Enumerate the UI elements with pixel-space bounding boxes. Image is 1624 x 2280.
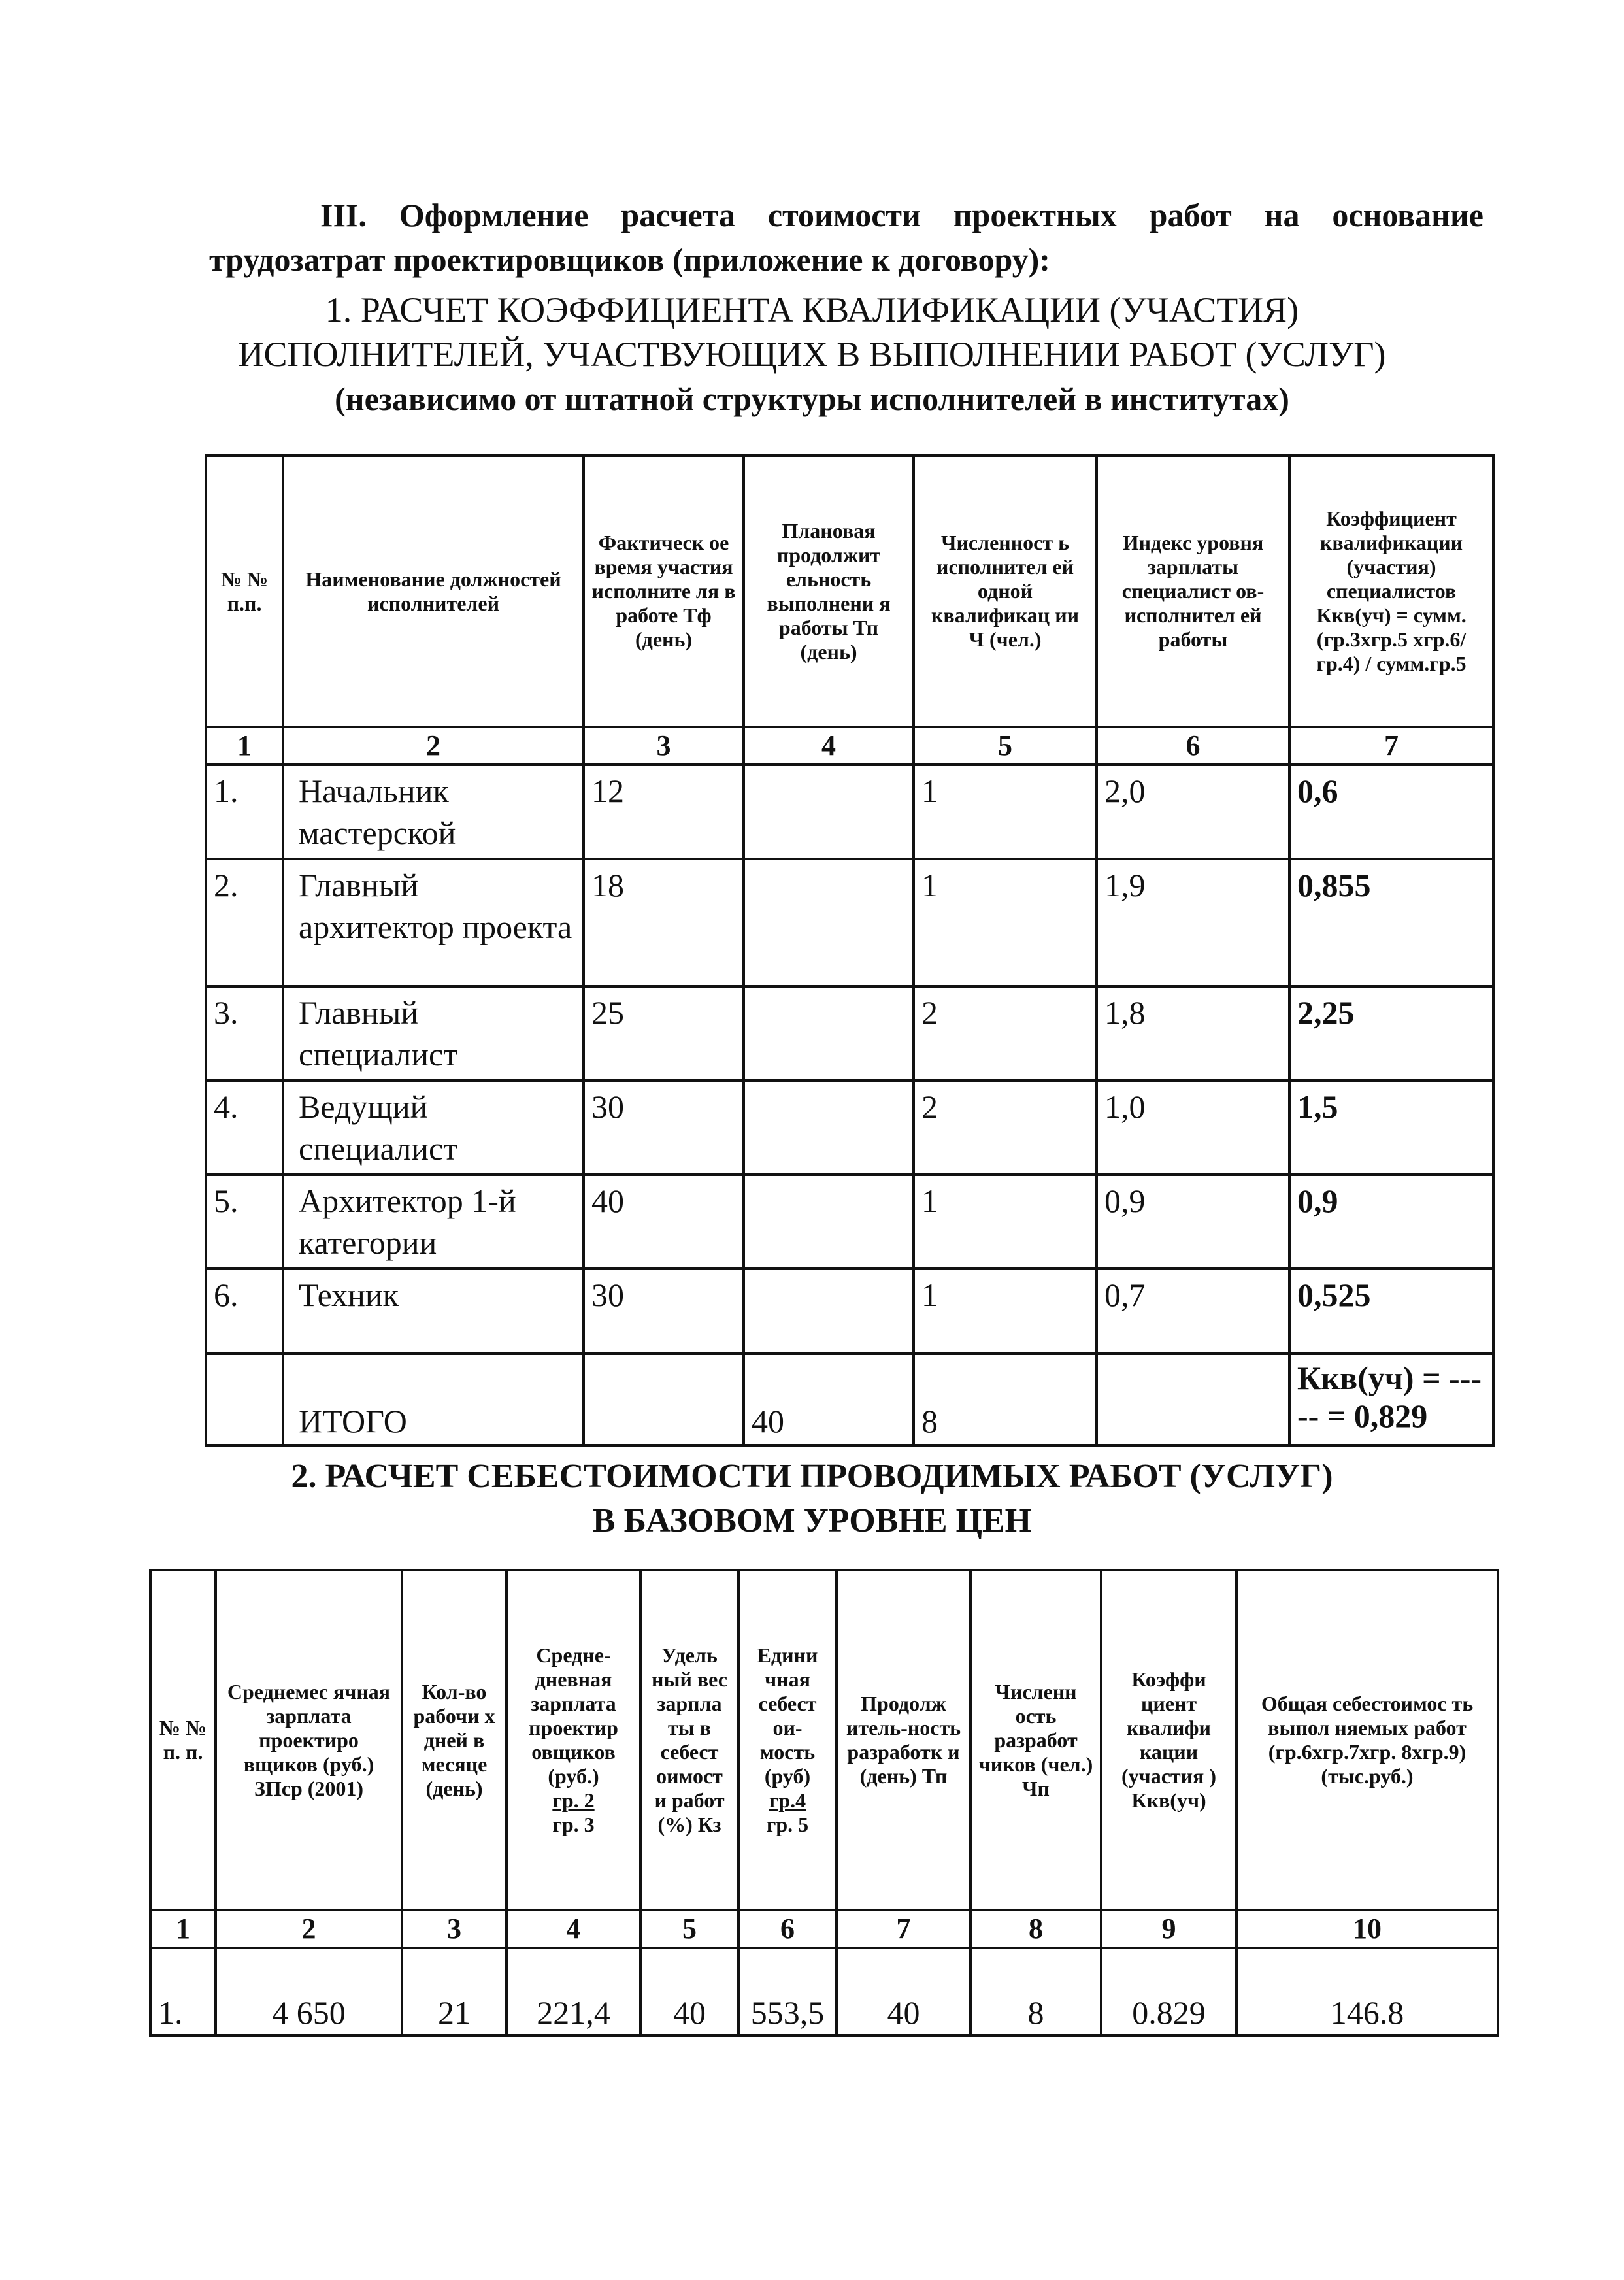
header-cell: Коэффи циент квалифи кации (участия ) Ккв(уч) <box>1101 1570 1236 1910</box>
intro-line-1: III. Оформление расчета стоимости проектных работ на основание <box>320 197 1483 233</box>
column-number: 10 <box>1236 1910 1498 1948</box>
column-number: 5 <box>914 727 1097 765</box>
row-number: 6. <box>206 1269 283 1354</box>
headcount: 1 <box>914 1175 1097 1269</box>
header-cell: Фактическ ое время участия исполните ля в работе Тф (день) <box>584 456 744 727</box>
header-cell <box>506 1570 640 1910</box>
header-cell: № № п.п. <box>206 456 283 727</box>
planned-days <box>744 986 914 1081</box>
column-number: 6 <box>1097 727 1289 765</box>
column-number: 7 <box>837 1910 970 1948</box>
table-row <box>206 859 1493 986</box>
table-row <box>206 765 1493 859</box>
table-header-row <box>150 1570 1498 1910</box>
header-cell: Наименование должностей исполнителей <box>283 456 584 727</box>
total-number-cell <box>206 1354 283 1445</box>
header-cell <box>738 1570 837 1910</box>
headcount: 2 <box>914 986 1097 1081</box>
position-name: Ведущий специалист <box>283 1081 584 1175</box>
planned-days <box>744 859 914 986</box>
qualification-coefficient: 2,25 <box>1289 986 1493 1081</box>
row-number: 4. <box>206 1081 283 1175</box>
daily-salary: 221,4 <box>506 1948 640 2036</box>
table-row <box>150 1948 1498 2036</box>
headcount: 1 <box>914 765 1097 859</box>
actual-days: 30 <box>584 1269 744 1354</box>
intro-line-2: трудозатрат проектировщиков (приложение к договору): <box>209 241 1050 278</box>
row-number: 3. <box>206 986 283 1081</box>
formula-denominator: гр. 5 <box>766 1813 809 1836</box>
position-name: Архитектор 1-й категории <box>283 1175 584 1269</box>
section2-heading <box>131 1454 1493 1543</box>
formula-denominator: гр. 3 <box>552 1813 595 1836</box>
header-cell: № № п. п. <box>150 1570 216 1910</box>
position-name: Техник <box>283 1269 584 1354</box>
salary-index: 1,8 <box>1097 986 1289 1081</box>
total-headcount: 8 <box>914 1354 1097 1445</box>
qualification-coefficient: 0.829 <box>1101 1948 1236 2036</box>
column-number: 5 <box>640 1910 738 1948</box>
monthly-salary: 4 650 <box>216 1948 402 2036</box>
cost-table <box>149 1569 1499 2037</box>
table-header-row <box>206 456 1493 727</box>
section1-heading <box>131 288 1493 421</box>
working-days: 21 <box>402 1948 506 2036</box>
actual-days: 30 <box>584 1081 744 1175</box>
planned-days <box>744 765 914 859</box>
developers-count: 8 <box>970 1948 1101 2036</box>
salary-index: 2,0 <box>1097 765 1289 859</box>
intro-paragraph <box>209 193 1483 282</box>
header-cell: Продолж итель-ность разработк и (день) Тп <box>837 1570 970 1910</box>
headcount: 2 <box>914 1081 1097 1175</box>
qualification-coefficient: 0,6 <box>1289 765 1493 859</box>
row-number: 1. <box>206 765 283 859</box>
total-label: ИТОГО <box>283 1354 584 1445</box>
header-cell: Индекс уровня зарплаты специалист ов-исполнител ей работы <box>1097 456 1289 727</box>
header-cell: Коэффициент квалификации (участия) специалистов Ккв(уч) = сумм.(гр.3хгр.5 хгр.6/гр.4) / сумм.гр.5 <box>1289 456 1493 727</box>
column-number: 7 <box>1289 727 1493 765</box>
qualification-coefficient: 0,855 <box>1289 859 1493 986</box>
section1-title-line1: 1. РАСЧЕТ КОЭФФИЦИЕНТА КВАЛИФИКАЦИИ (УЧАСТИЯ) <box>325 290 1299 329</box>
salary-share: 40 <box>640 1948 738 2036</box>
column-number: 4 <box>506 1910 640 1948</box>
column-number: 1 <box>150 1910 216 1948</box>
total-coefficient: Ккв(уч) = ----- = 0,829 <box>1289 1354 1493 1445</box>
salary-index: 0,7 <box>1097 1269 1289 1354</box>
actual-days: 40 <box>584 1175 744 1269</box>
planned-days <box>744 1269 914 1354</box>
total-planned-days: 40 <box>744 1354 914 1445</box>
column-number-row <box>206 727 1493 765</box>
column-number: 9 <box>1101 1910 1236 1948</box>
actual-days: 25 <box>584 986 744 1081</box>
header-cell: Общая себестоимос ть выпол няемых работ (гр.6хгр.7хгр. 8хгр.9) (тыс.руб.) <box>1236 1570 1498 1910</box>
row-number: 5. <box>206 1175 283 1269</box>
table-row <box>206 1269 1493 1354</box>
planned-days <box>744 1175 914 1269</box>
qualification-table <box>205 454 1495 1447</box>
total-row <box>206 1354 1493 1445</box>
position-name: Начальник мастерской <box>283 765 584 859</box>
salary-index: 1,9 <box>1097 859 1289 986</box>
table-row <box>206 986 1493 1081</box>
column-number: 2 <box>283 727 584 765</box>
header-cell: Численн ость разработ чиков (чел.) Чп <box>970 1570 1101 1910</box>
table-row <box>206 1081 1493 1175</box>
actual-days: 18 <box>584 859 744 986</box>
header-cell: Численност ь исполнител ей одной квалификац ии Ч (чел.) <box>914 456 1097 727</box>
header-text: Средне-дневная зарплата проектир овщиков (руб.) <box>529 1643 618 1788</box>
column-number: 8 <box>970 1910 1101 1948</box>
column-number: 3 <box>402 1910 506 1948</box>
row-number: 1. <box>150 1948 216 2036</box>
header-cell: Среднемес ячная зарплата проектиро вщиков (руб.) ЗПср (2001) <box>216 1570 402 1910</box>
qualification-coefficient: 0,9 <box>1289 1175 1493 1269</box>
formula-numerator: гр. 2 <box>552 1788 595 1812</box>
planned-days <box>744 1081 914 1175</box>
header-cell: Плановая продолжит ельность выполнени я работы Тп (день) <box>744 456 914 727</box>
salary-index: 1,0 <box>1097 1081 1289 1175</box>
table-row <box>206 1175 1493 1269</box>
column-number: 1 <box>206 727 283 765</box>
column-number: 6 <box>738 1910 837 1948</box>
section2-title-line2: В БАЗОВОМ УРОВНЕ ЦЕН <box>592 1502 1032 1539</box>
duration: 40 <box>837 1948 970 2036</box>
section1-subtitle: (независимо от штатной структуры исполнителей в институтах) <box>335 380 1289 417</box>
total-cost: 146.8 <box>1236 1948 1498 2036</box>
qualification-coefficient: 1,5 <box>1289 1081 1493 1175</box>
headcount: 1 <box>914 859 1097 986</box>
header-cell: Удель ный вес зарпла ты в себест оимост и работ (%) Кз <box>640 1570 738 1910</box>
column-number: 4 <box>744 727 914 765</box>
section2-title-line1: 2. РАСЧЕТ СЕБЕСТОИМОСТИ ПРОВОДИМЫХ РАБОТ (УСЛУГ) <box>291 1458 1333 1495</box>
total-actual-days <box>584 1354 744 1445</box>
section1-title-line2: ИСПОЛНИТЕЛЕЙ, УЧАСТВУЮЩИХ В ВЫПОЛНЕНИИ РАБОТ (УСЛУГ) <box>238 335 1386 374</box>
row-number: 2. <box>206 859 283 986</box>
column-number: 3 <box>584 727 744 765</box>
column-number-row <box>150 1910 1498 1948</box>
headcount: 1 <box>914 1269 1097 1354</box>
actual-days: 12 <box>584 765 744 859</box>
salary-index: 0,9 <box>1097 1175 1289 1269</box>
formula-numerator: гр.4 <box>769 1788 806 1812</box>
position-name: Главный специалист <box>283 986 584 1081</box>
qualification-coefficient: 0,525 <box>1289 1269 1493 1354</box>
unit-cost: 553,5 <box>738 1948 837 2036</box>
column-number: 2 <box>216 1910 402 1948</box>
position-name: Главный архитектор проекта <box>283 859 584 986</box>
header-text: Едини чная себест ои-мость (руб) <box>757 1643 818 1788</box>
header-cell: Кол-во рабочи х дней в месяце (день) <box>402 1570 506 1910</box>
total-index <box>1097 1354 1289 1445</box>
